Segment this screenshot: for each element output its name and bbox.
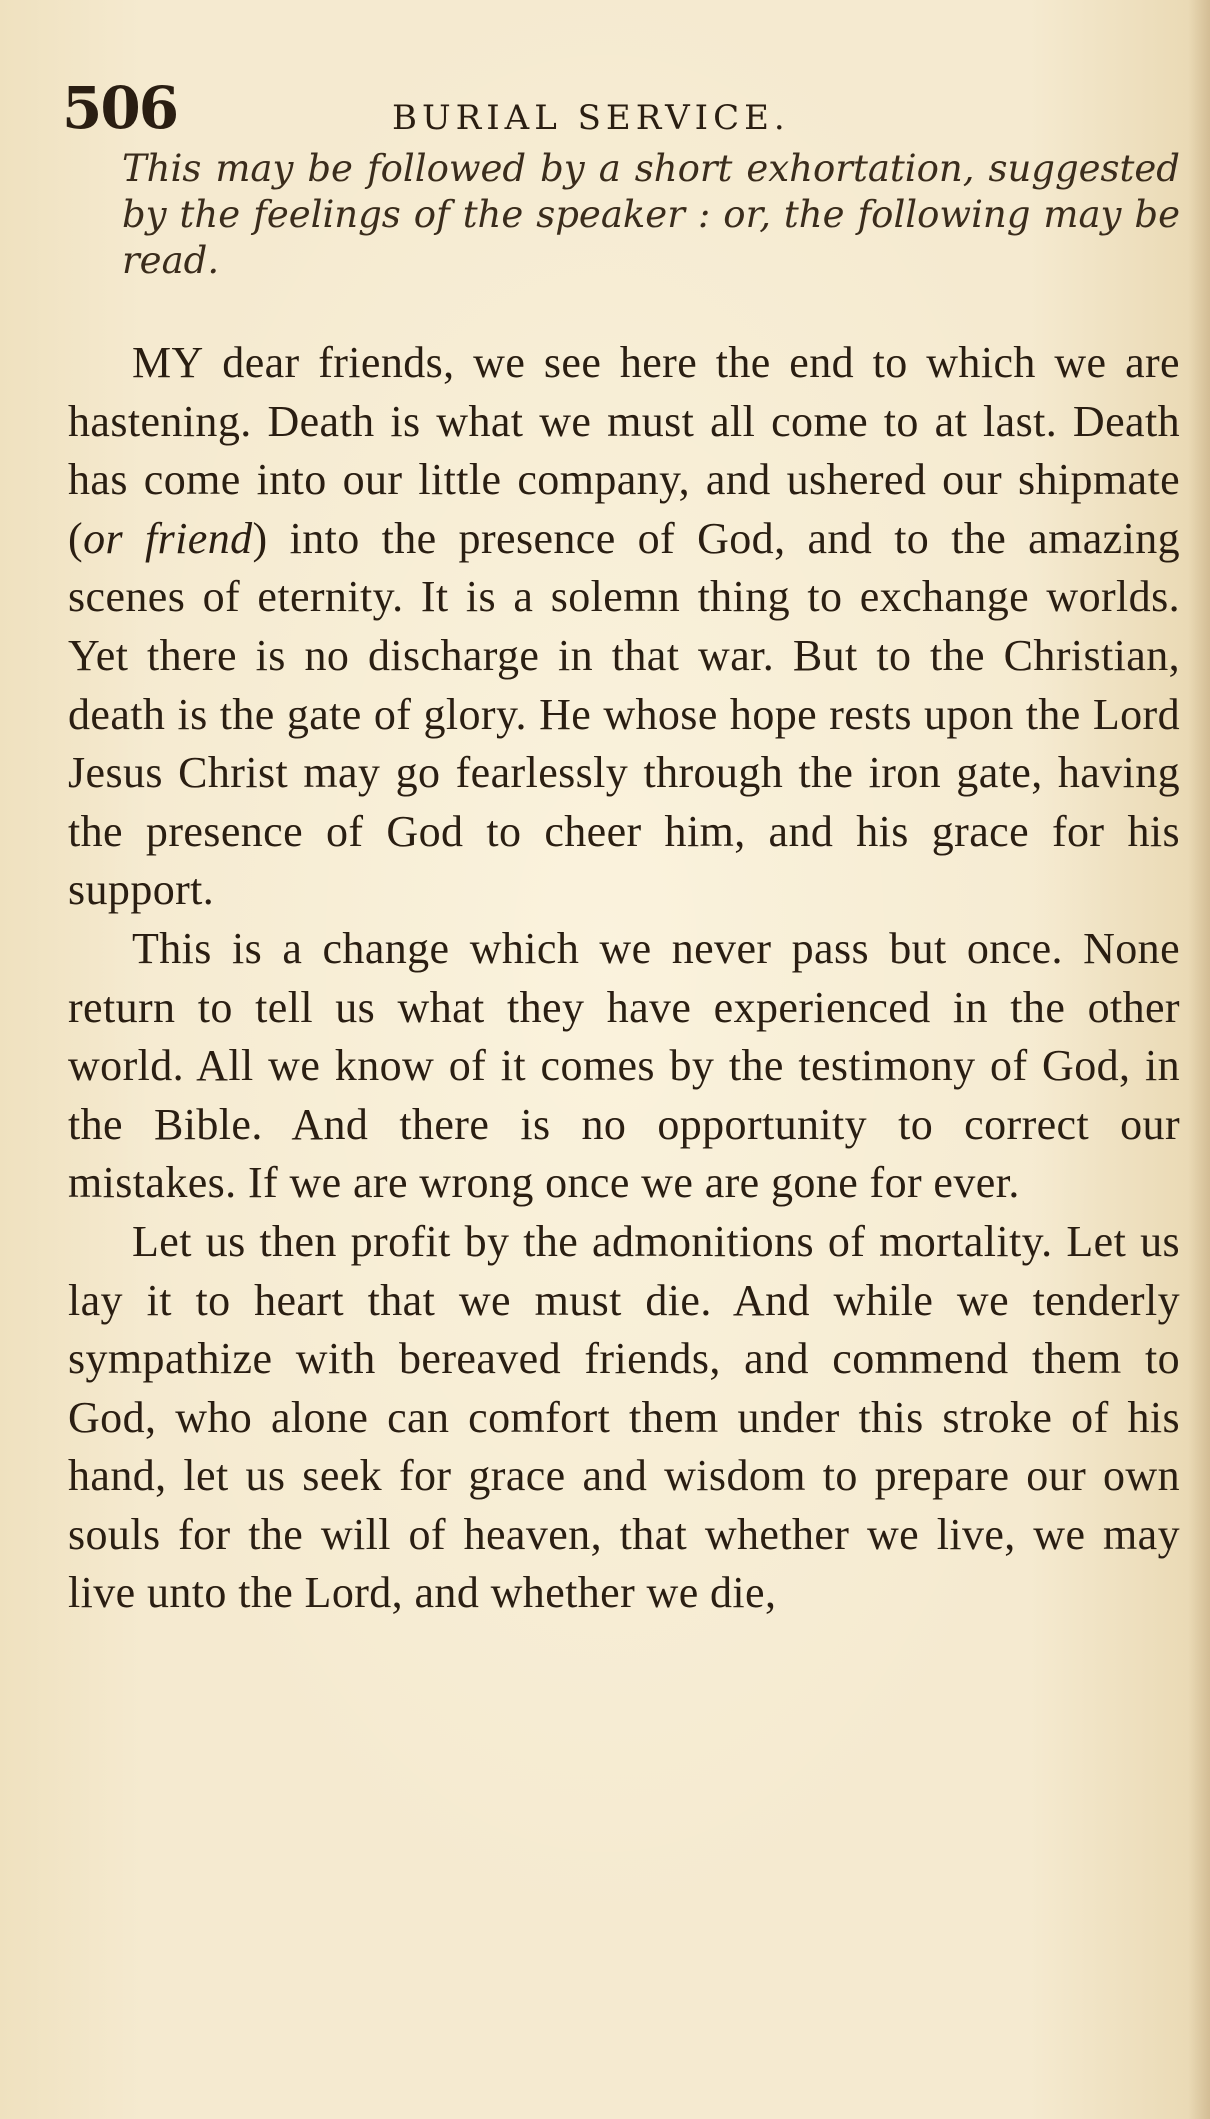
rubric-text: This may be followed by a short exhortation, suggested by the feelings of the speaker : or, the following may be read. [122, 147, 1180, 282]
italic-or: or [83, 513, 123, 563]
paragraph-1 [68, 334, 1180, 920]
page-number: 506 [62, 74, 178, 142]
page-header [62, 68, 1172, 148]
body-text [68, 334, 1180, 1623]
rubric-instruction [68, 146, 1180, 284]
paragraph-3: Let us then profit by the admonitions of mortality. Let us lay it to heart that we must die. And while we tenderly sympathize with bereaved friends, and commend them to God, who alone can comfort them under this stroke of his hand, let us seek for grace and wisdom to prepare our own souls for the will of heaven, that whether we live, we may live unto the Lord, and whether we die, [68, 1216, 1180, 1618]
page-gutter-shadow [1188, 0, 1210, 2119]
paragraph-1-part2: ) into the presence of God, and to the amazing scenes of eternity. It is a solemn thing to exchange worlds. Yet there is no discharge in that war. But to the Christian, death is the gate of glory. He whose hope rests upon the Lord Jesus Christ may go fearlessly through the iron gate, having the presence of God to cheer him, and his grace for his support. [68, 513, 1180, 915]
paragraph-1-part1: dear friends, we see here the end to which we are hastening. Death is what we must all come to at last. Death has come into our little company, and ushered our shipmate ( [68, 338, 1180, 563]
paragraph-2: This is a change which we never pass but once. None return to tell us what they have experienced in the other world. All we know of it comes by the testimony of God, in the Bible. And there is no opportunity to correct our mistakes. If we are wrong once we are gone for ever. [68, 923, 1180, 1208]
paragraph-lead-word: MY [132, 338, 204, 387]
italic-friend: friend [145, 513, 253, 563]
running-title: BURIAL SERVICE. [392, 98, 790, 138]
